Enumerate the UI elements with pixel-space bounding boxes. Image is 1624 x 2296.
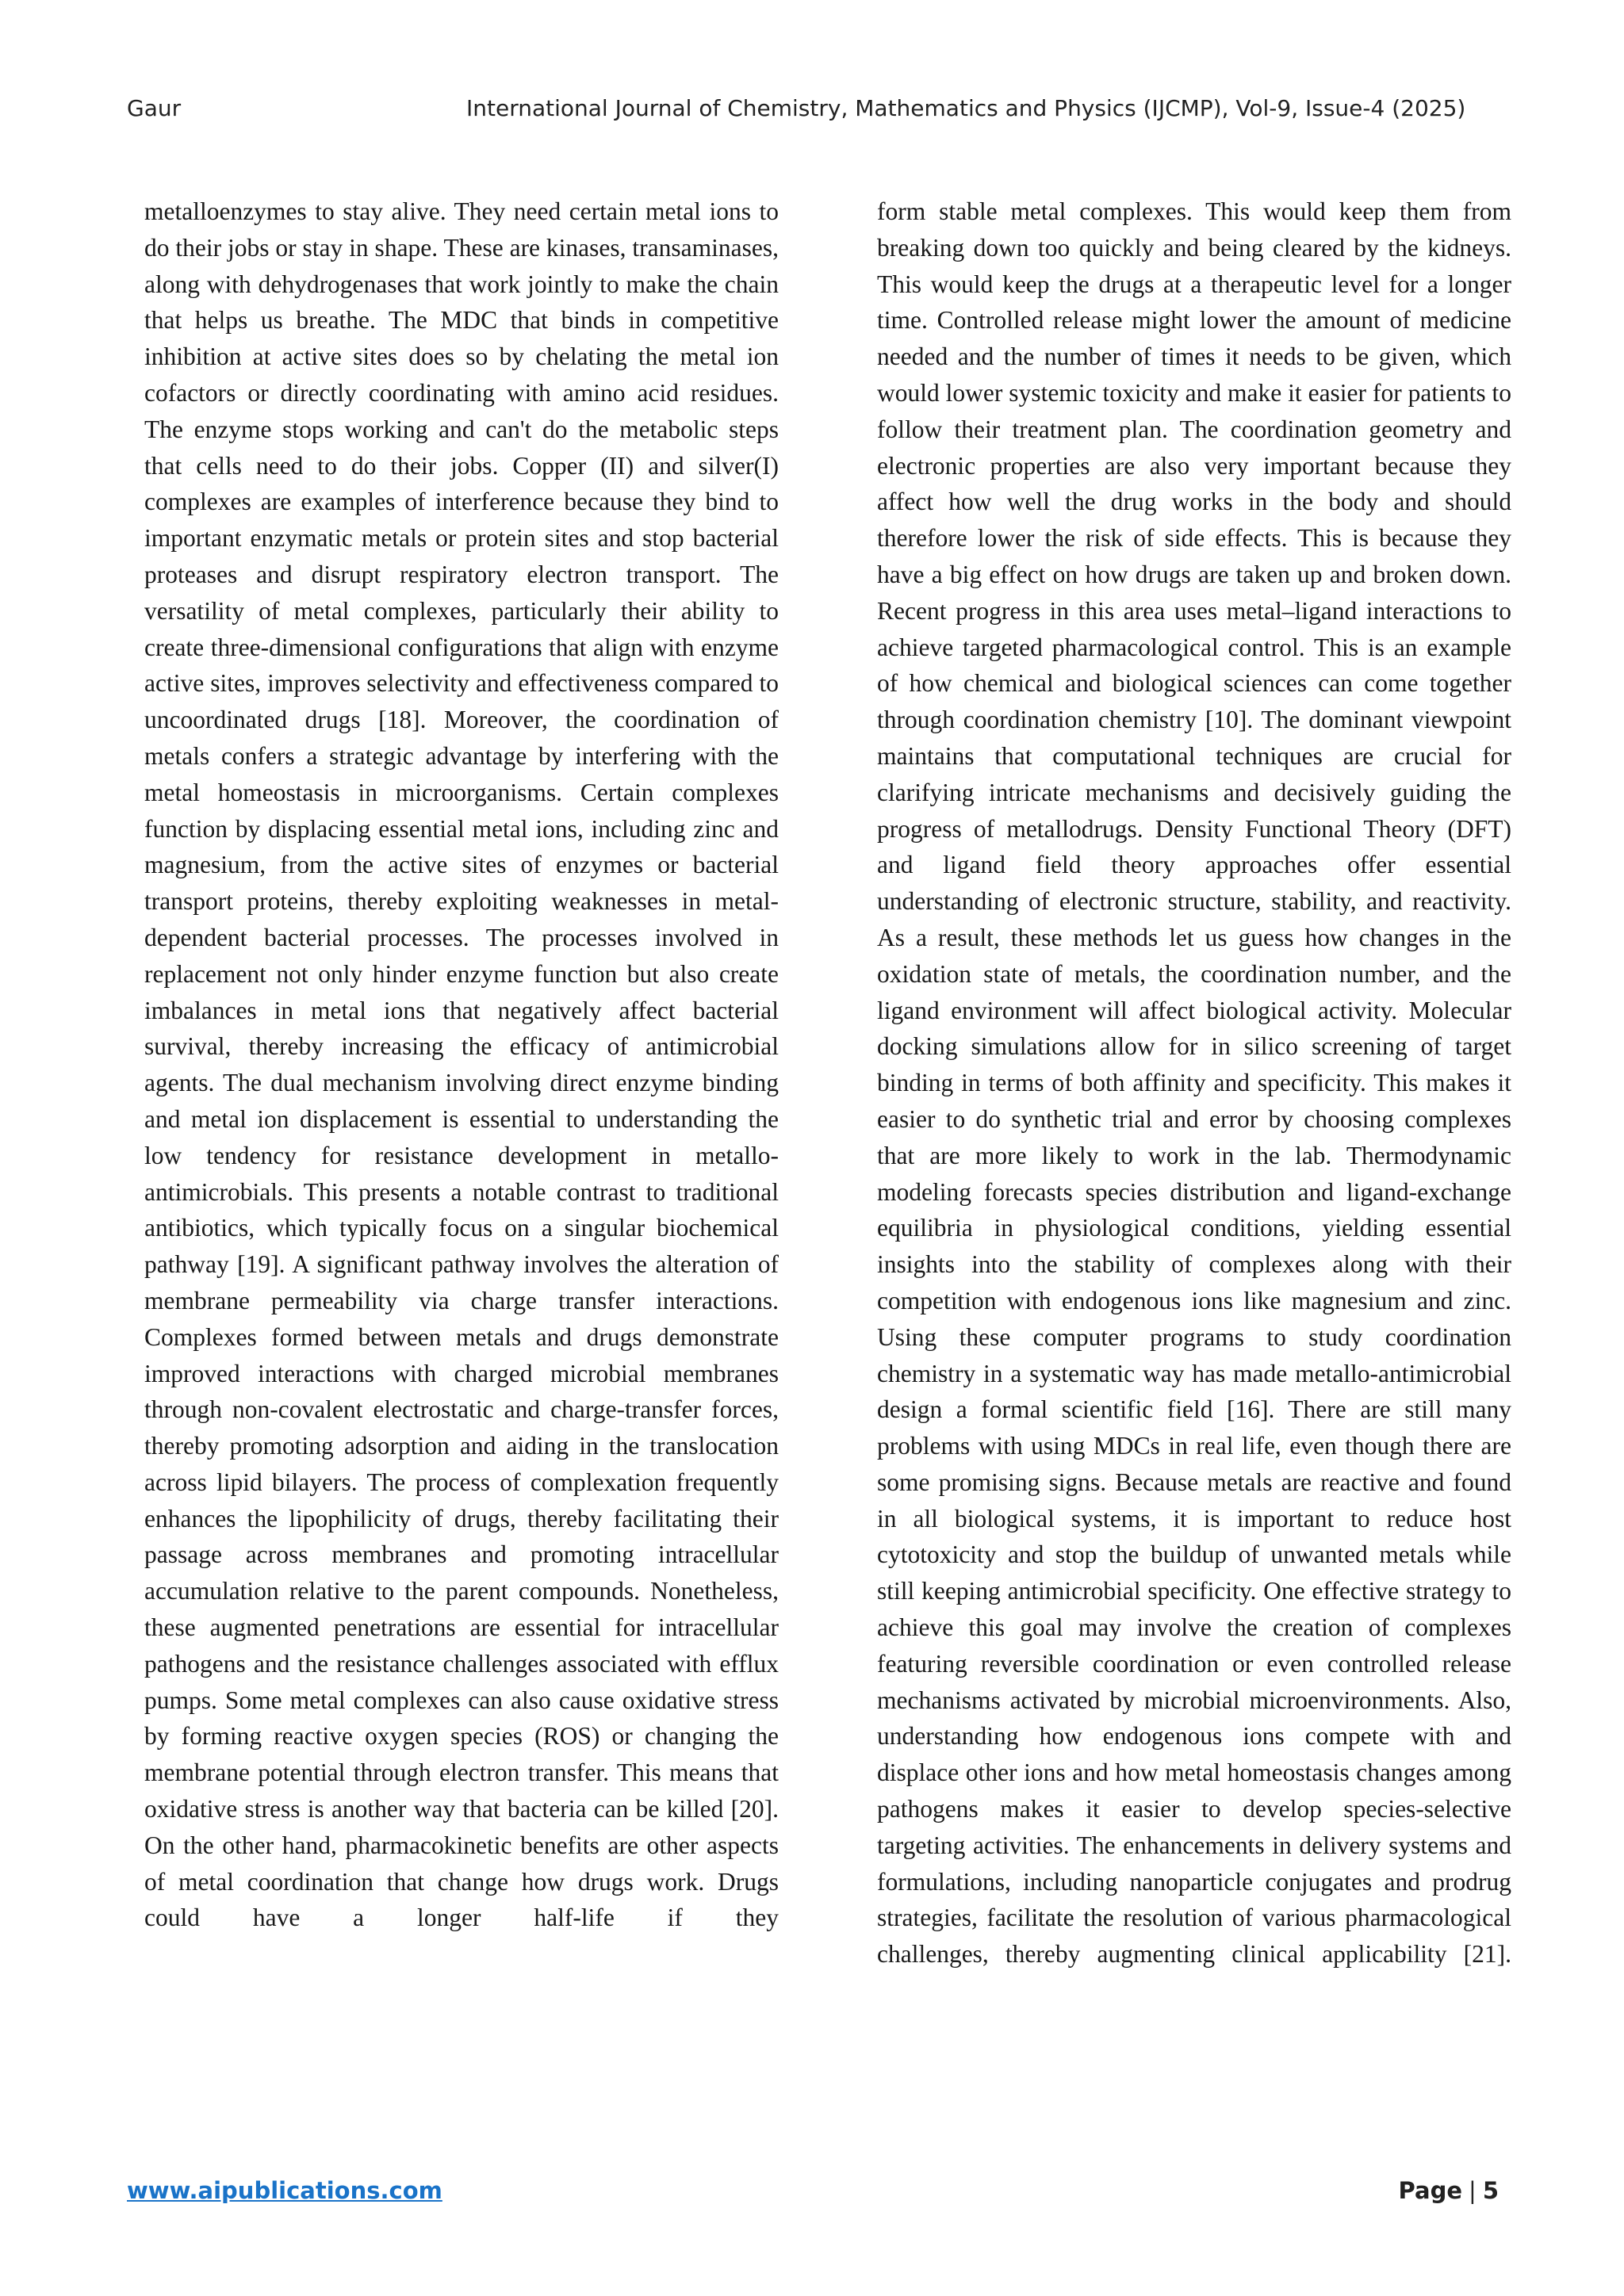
website-link[interactable]: www.aipublications.com — [127, 2177, 442, 2204]
page-number-block — [1399, 2177, 1499, 2204]
page-separator: | — [1469, 2177, 1477, 2204]
running-head-author: Gaur — [127, 95, 182, 121]
article-body — [144, 193, 1511, 2096]
page-number: 5 — [1482, 2177, 1499, 2204]
right-column-text: form stable metal complexes. This would keep them from breaking down too quickly and being cleared by the kidneys. This would keep the drugs at a therapeutic level for a longer time. Controlled release might lower the amount of medicine needed and the number of times it needs to be given, which would lower systemic toxicity and make it easier for patients to follow their treatment plan. The coordination geometry and electronic properties are also very important because they affect how well the drug works in the body and should therefore lower the risk of side effects. This is because they have a big effect on how drugs are taken up and broken down. Recent progress in this area uses metal–ligand interactions to achieve targeted pharmacological control. This is an example of how chemical and biological sciences can come together through coordination chemistry [10]. The dominant viewpoint maintains that computational techniques are crucial for clarifying intricate mechanisms and decisively guiding the progress of metallodrugs. Density Functional Theory (DFT) and ligand field theory approaches offer essential understanding of electronic structure, stability, and reactivity. As a result, these methods let us guess how changes in the oxidation state of metals, the coordination number, and the ligand environment will affect biological activity. Molecular docking simulations allow for in silico screening of target binding in terms of both affinity and specificity. This makes it easier to do synthetic trial and error by choosing complexes that are more likely to work in the lab. Thermodynamic modeling forecasts species distribution and ligand-exchange equilibria in physiological conditions, yielding essential insights into the stability of complexes along with their competition with endogenous ions like magnesium and zinc. Using these computer programs to study coordination chemistry in a systematic way has made metallo-antimicrobial design a formal scientific field [16]. There are still many problems with using MDCs in real life, even though there are some promising signs. Because metals are reactive and found in all biological systems, it is important to reduce host cytotoxicity and stop the buildup of unwanted metals while still keeping antimicrobial specificity. One effective strategy to achieve this goal may involve the creation of complexes featuring reversible coordination or even controlled release mechanisms activated by microbial microenvironments. Also, understanding how endogenous ions compete with and displace other ions and how metal homeostasis changes among pathogens makes it easier to develop species-selective targeting activities. The enhancements in delivery systems and formulations, including nanoparticle conjugates and prodrug strategies, facilitate the resolution of various pharmacological challenges, thereby augmenting clinical applicability [21]. — [877, 197, 1511, 1969]
left-column — [144, 193, 779, 1936]
left-column-text: metalloenzymes to stay alive. They need certain metal ions to do their jobs or stay in shape. These are kinases, transaminases, along with dehydrogenases that work jointly to make the chain that helps us breathe. The MDC that binds in competitive inhibition at active sites does so by chelating the metal ion cofactors or directly coordinating with amino acid residues. The enzyme stops working and can't do the metabolic steps that cells need to do their jobs. Copper (II) and silver(I) complexes are examples of interference because they bind to important enzymatic metals or protein sites and stop bacterial proteases and disrupt respiratory electron transport. The versatility of metal complexes, particularly their ability to create three-dimensional configurations that align with enzyme active sites, improves selectivity and effectiveness compared to uncoordinated drugs [18]. Moreover, the coordination of metals confers a strategic advantage by interfering with the metal homeostasis in microorganisms. Certain complexes function by displacing essential metal ions, including zinc and magnesium, from the active sites of enzymes or bacterial transport proteins, thereby exploiting weaknesses in metal-dependent bacterial processes. The processes involved in replacement not only hinder enzyme function but also create imbalances in metal ions that negatively affect bacterial survival, thereby increasing the efficacy of antimicrobial agents. The dual mechanism involving direct enzyme binding and metal ion displacement is essential to understanding the low tendency for resistance development in metallo-antimicrobials. This presents a notable contrast to traditional antibiotics, which typically focus on a singular biochemical pathway [19]. A significant pathway involves the alteration of membrane permeability via charge transfer interactions. Complexes formed between metals and drugs demonstrate improved interactions with charged microbial membranes through non-covalent electrostatic and charge-transfer forces, thereby promoting adsorption and aiding in the translocation across lipid bilayers. The process of complexation frequently enhances the lipophilicity of drugs, thereby facilitating their passage across membranes and promoting intracellular accumulation relative to the parent compounds. Nonetheless, these augmented penetrations are essential for intracellular pathogens and the resistance challenges associated with efflux pumps. Some metal complexes can also cause oxidative stress by forming reactive oxygen species (ROS) or changing the membrane potential through electron transfer. This means that oxidative stress is another way that bacteria can be killed [20]. On the other hand, pharmacokinetic benefits are other aspects of metal coordination that change how drugs work. Drugs could have a longer half-life if they — [144, 197, 779, 1932]
page-header — [127, 95, 1499, 135]
page-footer — [127, 2177, 1499, 2217]
running-head-journal: International Journal of Chemistry, Mathematics and Physics (IJCMP), Vol-9, Issue-4 (2025) — [466, 95, 1466, 121]
right-column — [877, 193, 1511, 1973]
page-label: Page — [1398, 2177, 1463, 2204]
